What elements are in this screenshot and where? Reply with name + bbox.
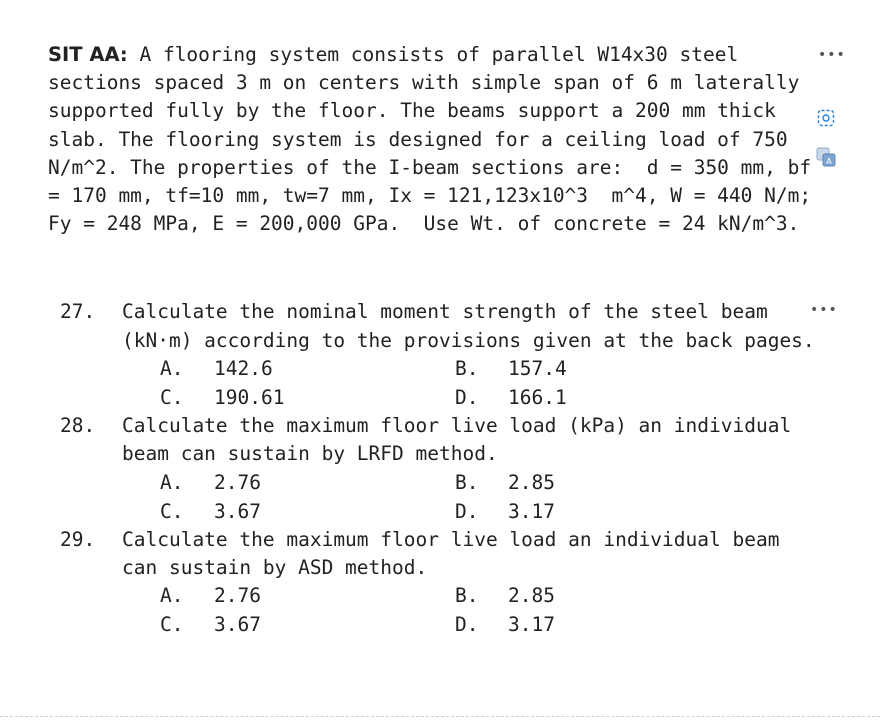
option-b-letter: B.	[455, 357, 479, 380]
more-horizontal-icon[interactable]: •••	[810, 302, 838, 318]
option-a-value: 142.6	[214, 357, 273, 380]
question-number: 29.	[60, 528, 96, 551]
intro-line-5: N/m^2. The properties of the I-beam sections are: d = 350 mm, bf	[48, 155, 812, 179]
problem-statement	[48, 41, 828, 238]
more-horizontal-icon[interactable]: •••	[818, 47, 846, 63]
situation-label: SIT AA:	[48, 43, 128, 66]
page-bottom-divider	[0, 716, 880, 717]
option-d-value: 166.1	[508, 386, 567, 409]
option-b-value: 157.4	[508, 357, 567, 380]
option-b-value: 2.85	[508, 584, 555, 607]
option-c-value: 3.67	[214, 500, 261, 523]
option-d-letter: D.	[455, 500, 479, 523]
option-a-letter: A.	[160, 471, 184, 494]
question-text-line-1: Calculate the maximum floor live load an individual beam	[122, 528, 780, 551]
svg-text:A: A	[826, 157, 832, 166]
question-text-line-2: beam can sustain by LRFD method.	[122, 442, 498, 465]
question-text-line-1: Calculate the maximum floor live load (kPa) an individual	[122, 414, 792, 437]
image-search-icon[interactable]	[817, 109, 835, 132]
option-c-letter: C.	[160, 613, 184, 636]
option-a-value: 2.76	[214, 471, 261, 494]
option-d-letter: D.	[455, 613, 479, 636]
option-d-letter: D.	[455, 386, 479, 409]
question-number: 27.	[60, 300, 96, 323]
option-c-value: 3.67	[214, 613, 261, 636]
option-c-letter: C.	[160, 386, 184, 409]
intro-line-6: = 170 mm, tf=10 mm, tw=7 mm, Ix = 121,123x10^3 m^4, W = 440 N/m;	[48, 183, 812, 207]
intro-line-7: Fy = 248 MPa, E = 200,000 GPa. Use Wt. of concrete = 24 kN/m^3.	[48, 212, 800, 236]
intro-line-1: SIT AA: A flooring system consists of parallel W14x30 steel	[48, 43, 739, 66]
translate-icon[interactable]	[815, 146, 837, 173]
question-text-line-2: (kN·m) according to the provisions given at the back pages.	[122, 329, 815, 352]
option-a-letter: A.	[160, 584, 184, 607]
intro-line-4: slab. The flooring system is designed for a ceiling load of 750	[48, 127, 788, 151]
intro-line-3: supported fully by the floor. The beams support a 200 mm thick	[48, 99, 776, 123]
option-a-letter: A.	[160, 357, 184, 380]
option-d-value: 3.17	[508, 500, 555, 523]
intro-line-2: sections spaced 3 m on centers with simple span of 6 m laterally	[48, 71, 800, 95]
option-c-letter: C.	[160, 500, 184, 523]
question-number: 28.	[60, 414, 96, 437]
question-text-line-1: Calculate the nominal moment strength of the steel beam	[122, 300, 768, 323]
option-c-value: 190.61	[214, 386, 285, 409]
option-b-letter: B.	[455, 584, 479, 607]
option-d-value: 3.17	[508, 613, 555, 636]
option-b-letter: B.	[455, 471, 479, 494]
option-b-value: 2.85	[508, 471, 555, 494]
option-a-value: 2.76	[214, 584, 261, 607]
question-text-line-2: can sustain by ASD method.	[122, 556, 428, 579]
